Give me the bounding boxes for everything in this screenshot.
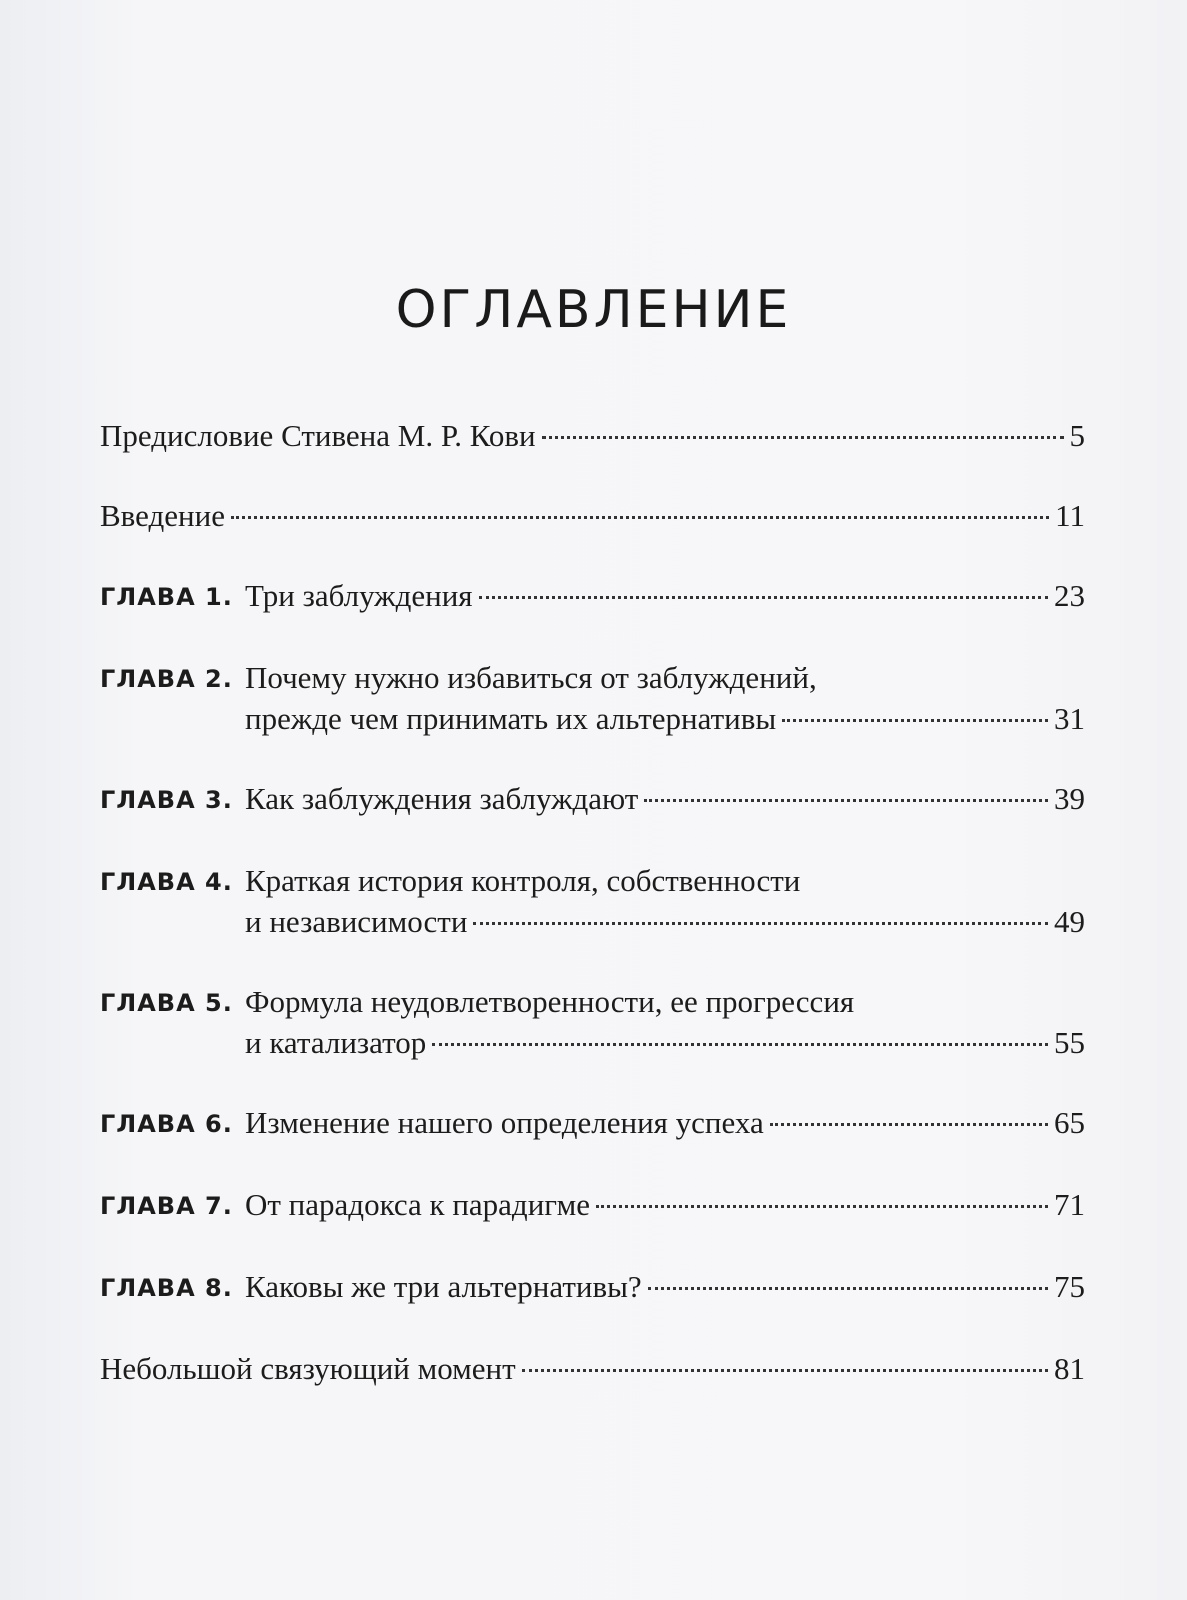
toc-page-number: 65 (1054, 1105, 1085, 1140)
dot-leader (479, 596, 1048, 599)
toc-entry-title: Изменение нашего определения успеха (245, 1105, 764, 1140)
toc-entry-chapter-1 (100, 575, 1085, 618)
chapter-label: ГЛАВА 3. (100, 786, 233, 814)
toc-entry-introduction (100, 495, 1085, 536)
toc-entry-chapter-6 (100, 1102, 1085, 1145)
toc-line (245, 860, 1085, 901)
toc-page-number: 75 (1054, 1269, 1085, 1304)
toc-entry-body (100, 495, 1085, 536)
chapter-label: ГЛАВА 2. (100, 665, 233, 693)
toc-entry-body (245, 1102, 1085, 1143)
toc-entry-title: От парадокса к парадигме (245, 1187, 590, 1222)
chapter-label: ГЛАВА 7. (100, 1192, 233, 1220)
toc-entry-title: Предисловие Стивена М. Р. Кови (100, 418, 536, 453)
toc-line (245, 778, 1085, 819)
toc-entry-body (245, 860, 1085, 942)
dot-leader (644, 799, 1048, 802)
toc-entry-connecting-moment (100, 1348, 1085, 1389)
toc-line (100, 415, 1085, 456)
toc-entry-body (100, 415, 1085, 456)
toc-entry-body (100, 1348, 1085, 1389)
toc-entry-body (245, 575, 1085, 616)
chapter-label: ГЛАВА 5. (100, 989, 233, 1017)
chapter-label: ГЛАВА 8. (100, 1274, 233, 1302)
toc-line (245, 1266, 1085, 1307)
toc-page-number: 55 (1054, 1025, 1085, 1060)
toc-entry-chapter-2 (100, 657, 1085, 739)
toc-line (245, 657, 1085, 698)
toc-entry-body (245, 778, 1085, 819)
dot-leader (473, 922, 1048, 925)
toc-page-number: 5 (1069, 418, 1085, 453)
chapter-label: ГЛАВА 6. (100, 1110, 233, 1138)
toc-page-number: 23 (1054, 578, 1085, 613)
toc-entry-body (245, 657, 1085, 739)
toc-entry-title: Три заблуждения (245, 578, 473, 613)
dot-leader (231, 516, 1049, 519)
toc-entry-chapter-3 (100, 778, 1085, 821)
toc-entry-title: Краткая история контроля, собственности (245, 863, 801, 898)
toc-entry-title-continued: и катализатор (245, 1025, 427, 1060)
toc-entry-chapter-5 (100, 981, 1085, 1063)
toc-entry-chapter-4 (100, 860, 1085, 942)
toc-entry-title: Формула неудовлетворенности, ее прогрессия (245, 984, 855, 1019)
toc-line (245, 1102, 1085, 1143)
toc-line (245, 575, 1085, 616)
toc-page-number: 11 (1055, 498, 1085, 533)
toc-page-number: 49 (1054, 904, 1085, 939)
table-of-contents (100, 415, 1085, 1428)
dot-leader (648, 1287, 1048, 1290)
toc-line (245, 1022, 1085, 1063)
dot-leader (542, 436, 1064, 439)
dot-leader (782, 719, 1048, 722)
toc-line (245, 698, 1085, 739)
toc-page-number: 31 (1054, 701, 1085, 736)
toc-entry-body (245, 981, 1085, 1063)
toc-page-number: 71 (1054, 1187, 1085, 1222)
toc-entry-title: Как заблуждения заблуждают (245, 781, 639, 816)
toc-line (245, 981, 1085, 1022)
dot-leader (522, 1369, 1048, 1372)
dot-leader (596, 1205, 1048, 1208)
toc-entry-title-continued: прежде чем принимать их альтернативы (245, 701, 777, 736)
toc-line (100, 495, 1085, 536)
toc-page-number: 39 (1054, 781, 1085, 816)
toc-entry-title: Почему нужно избавиться от заблуждений, (245, 660, 817, 695)
toc-entry-title-continued: и независимости (245, 904, 468, 939)
dot-leader (432, 1043, 1048, 1046)
toc-line (245, 901, 1085, 942)
chapter-label: ГЛАВА 4. (100, 868, 233, 896)
toc-page-number: 81 (1054, 1351, 1085, 1386)
toc-entry-title: Небольшой связующий момент (100, 1351, 516, 1386)
toc-entry-title: Каковы же три альтернативы? (245, 1269, 642, 1304)
toc-entry-preface (100, 415, 1085, 456)
toc-entry-chapter-7 (100, 1184, 1085, 1227)
toc-entry-title: Введение (100, 498, 225, 533)
toc-entry-chapter-8 (100, 1266, 1085, 1309)
page-title: ОГЛАВЛЕНИЕ (395, 280, 792, 340)
toc-entry-body (245, 1266, 1085, 1307)
toc-entry-body (245, 1184, 1085, 1225)
chapter-label: ГЛАВА 1. (100, 583, 233, 611)
toc-line (100, 1348, 1085, 1389)
dot-leader (770, 1123, 1048, 1126)
toc-line (245, 1184, 1085, 1225)
